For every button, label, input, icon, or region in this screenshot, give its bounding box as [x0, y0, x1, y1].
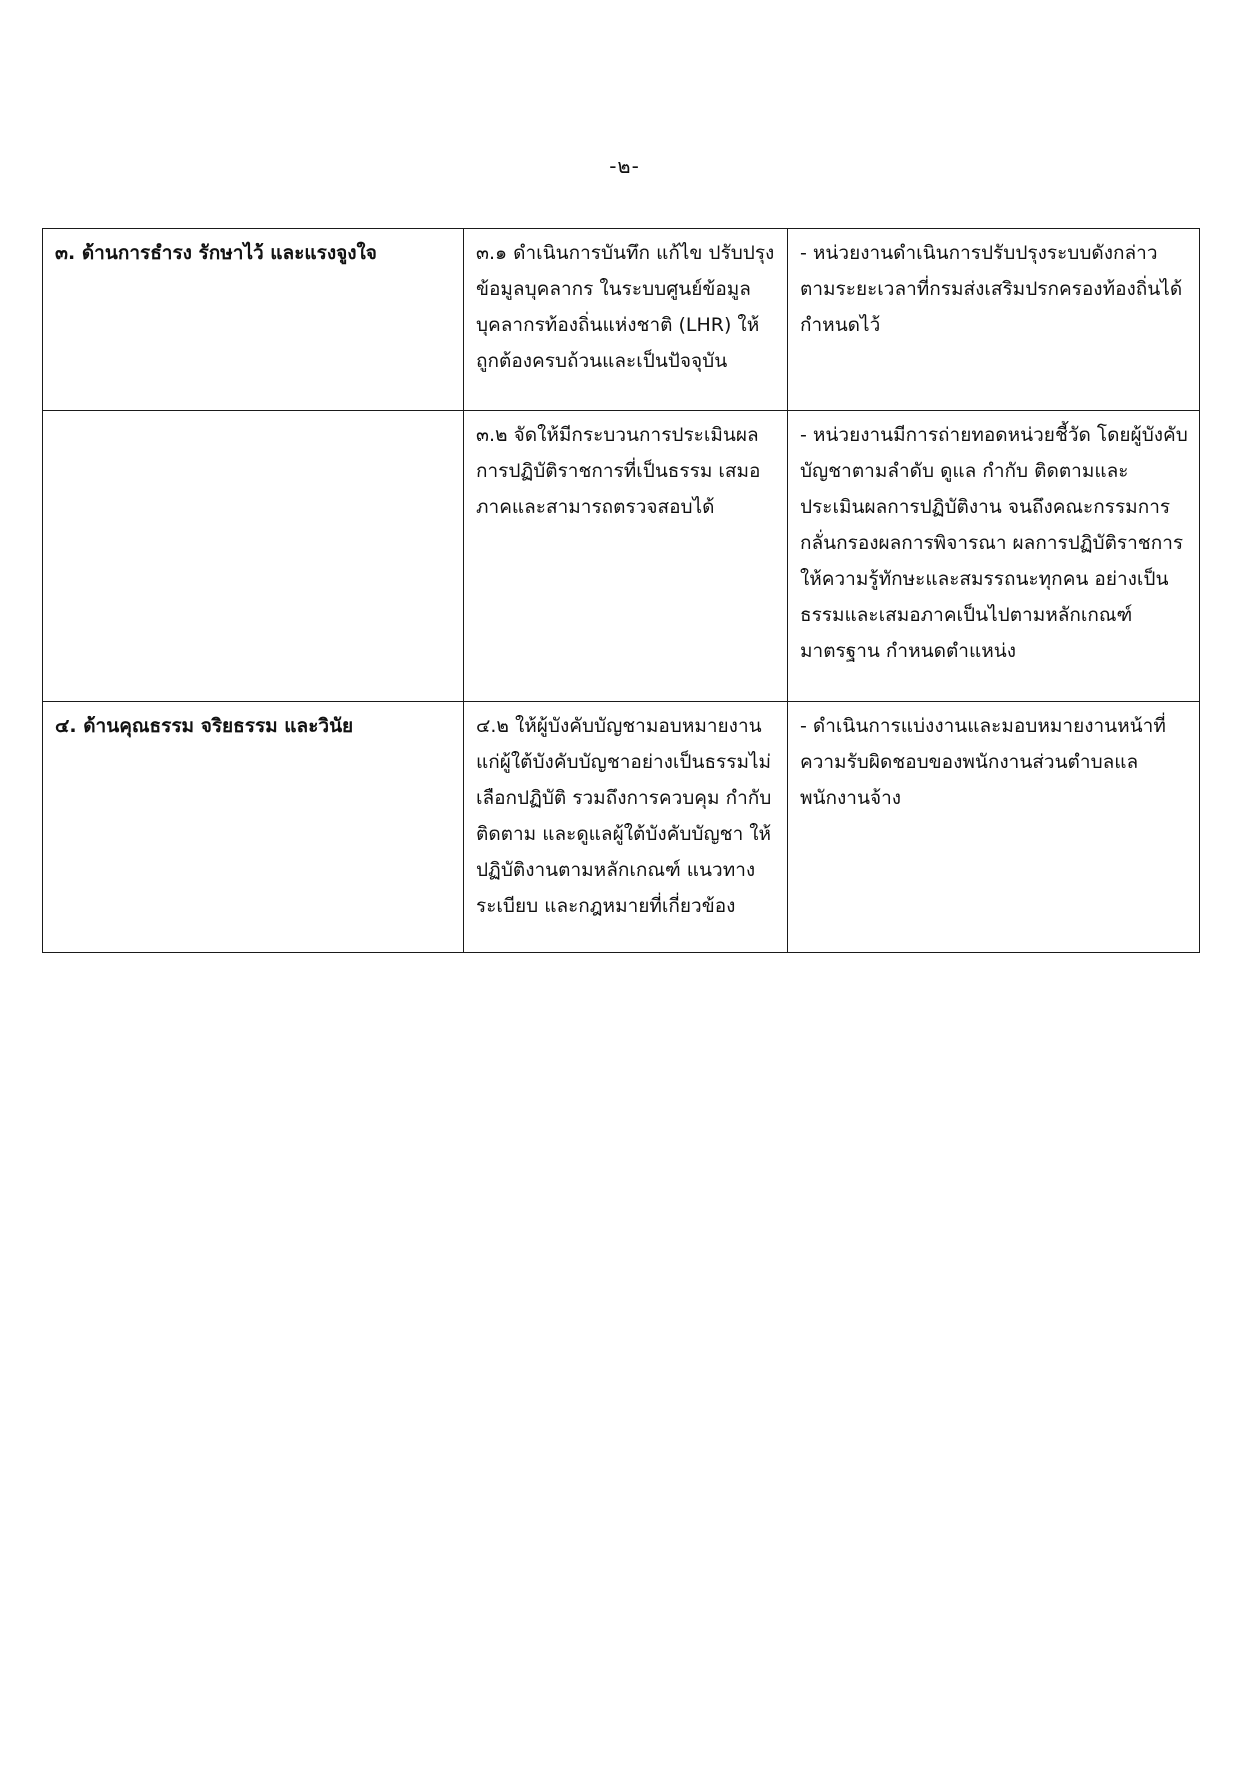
measure-cell	[464, 229, 788, 411]
result-text: - หน่วยงานมีการถ่ายทอดหน่วยชี้วัด โดยผู้บังคับบัญชาตามลำดับ ดูแล กำกับ ติดตามและประเมินผลการปฏิบัติงาน จนถึงคณะกรรมการกลั่นกรองผลการพิจารณา ผลการปฏิบัติราชการ ให้ความรู้ทักษะและสมรรถนะทุกคน อย่างเป็นธรรมและเสมอภาคเป็นไปตามหลักเกณฑ์ มาตรฐาน กำหนดตำแหน่ง	[800, 424, 1188, 662]
table-row	[43, 411, 1200, 702]
topic-heading: ๔. ด้านคุณธรรม จริยธรรม และวินัย	[55, 715, 354, 737]
measure-cell	[464, 702, 788, 953]
page-number: -๒-	[609, 154, 640, 178]
result-text: - หน่วยงานดำเนินการปรับปรุงระบบดังกล่าวตามระยะเวลาที่กรมส่งเสริมปรกครองท้องถิ่นได้กำหนดไว้	[800, 242, 1183, 336]
measure-text: ๓.๒ จัดให้มีกระบวนการประเมินผลการปฏิบัติราชการที่เป็นธรรม เสมอภาคและสามารถตรวจสอบได้	[476, 424, 761, 518]
measure-text: ๔.๒ ให้ผู้บังคับบัญชามอบหมายงานแก่ผู้ใต้บังคับบัญชาอย่างเป็นธรรมไม่เลือกปฏิบัติ รวมถึงการควบคุม กำกับ ติดตาม และดูแลผู้ใต้บังคับบัญชา ให้ปฏิบัติงานตามหลักเกณฑ์ แนวทาง ระเบียบ และกฎหมายที่เกี่ยวข้อง	[476, 715, 772, 917]
result-cell	[788, 702, 1200, 953]
topic-cell	[43, 702, 464, 953]
topic-cell	[43, 229, 464, 411]
table-row	[43, 229, 1200, 411]
result-text: - ดำเนินการแบ่งงานและมอบหมายงานหน้าที่ความรับผิดชอบของพนักงานส่วนตำบลแลพนักงานจ้าง	[800, 715, 1166, 809]
result-cell	[788, 229, 1200, 411]
measure-cell	[464, 411, 788, 702]
topic-cell	[43, 411, 464, 702]
table-row	[43, 702, 1200, 953]
hr-measures-table	[42, 228, 1200, 953]
topic-heading: ๓. ด้านการธำรง รักษาไว้ และแรงจูงใจ	[55, 242, 377, 264]
measure-text: ๓.๑ ดำเนินการบันทึก แก้ไข ปรับปรุงข้อมูลบุคลากร ในระบบศูนย์ข้อมูลบุคลากรท้องถิ่นแห่งชาติ (LHR) ให้ถูกต้องครบถ้วนและเป็นปัจจุบัน	[476, 242, 775, 372]
result-cell	[788, 411, 1200, 702]
